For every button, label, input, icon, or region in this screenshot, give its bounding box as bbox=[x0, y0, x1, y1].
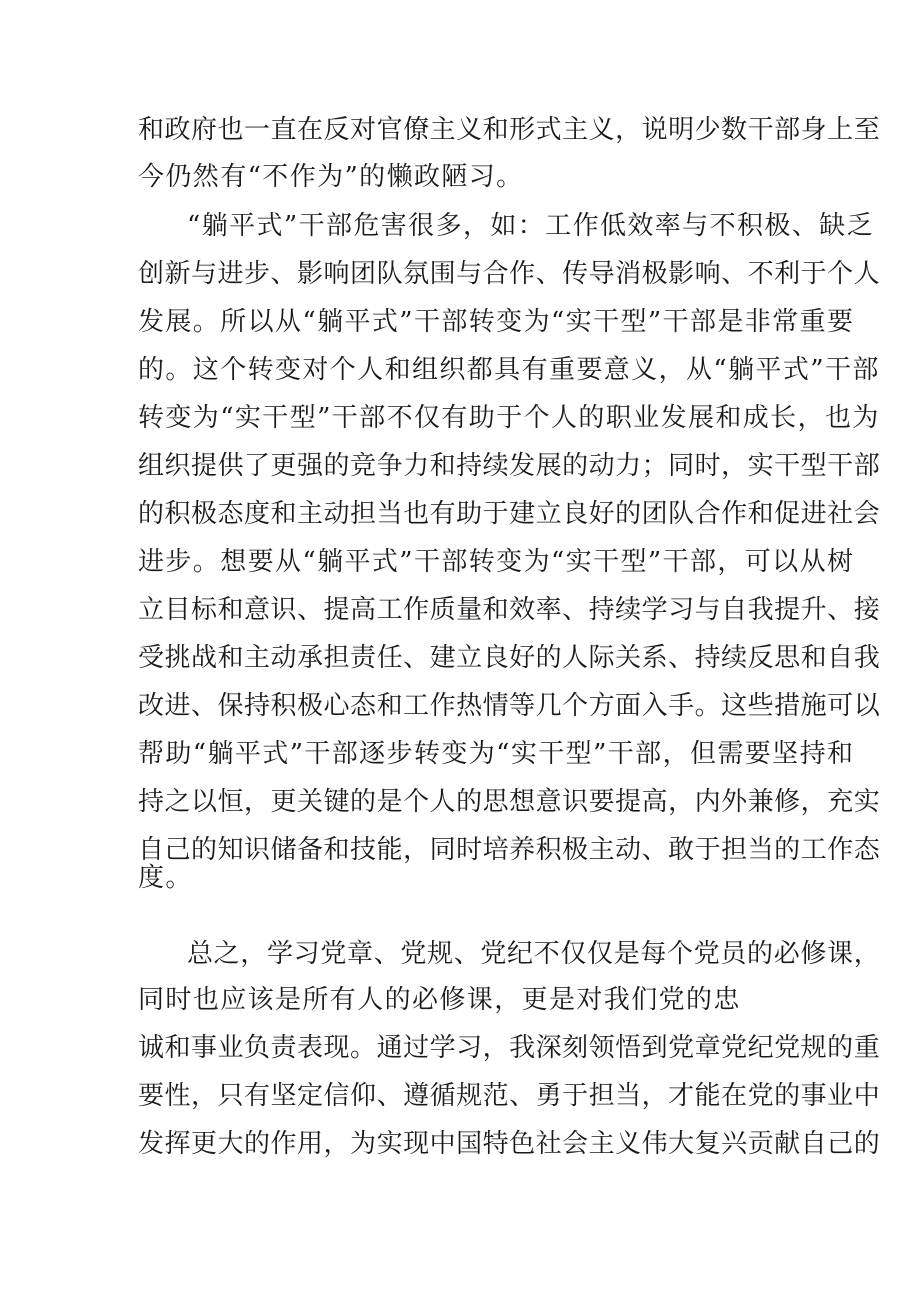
text-line: 的积极态度和主动担当也有助于建立良好的团队合作和促进社会 bbox=[138, 499, 881, 529]
text-line: 转变为“实干型”干部不仅有助于个人的职业发展和成长，也为 bbox=[138, 403, 880, 433]
text-line: 度。 bbox=[138, 863, 193, 893]
text-line: 发展。所以从“躺平式”干部转变为“实干型”干部是非常重要 bbox=[138, 307, 855, 337]
text-line: 持之以恒，更关键的是个人的思想意识要提高，内外兼修，充实 bbox=[138, 787, 881, 817]
text-line: 改进、保持积极心态和工作热情等几个方面入手。这些措施可以 bbox=[138, 691, 881, 721]
text-line: 今仍然有“不作为”的懒政陋习。 bbox=[138, 162, 524, 192]
paragraph-start-line: “躺平式”干部危害很多，如：工作低效率与不积极、缺乏 bbox=[187, 211, 874, 241]
text-line: 要性，只有坚定信仰、遵循规范、勇于担当，才能在党的事业中 bbox=[138, 1081, 881, 1111]
paragraph-start-line: 总之，学习党章、党规、党纪不仅仅是每个党员的必修课， bbox=[187, 939, 881, 969]
text-line: 受挑战和主动承担责任、建立良好的人际关系、持续反思和自我 bbox=[138, 643, 881, 673]
text-line: 自己的知识储备和技能，同时培养积极主动、敢于担当的工作态 bbox=[138, 835, 881, 865]
text-line: 和政府也一直在反对官僚主义和形式主义，说明少数干部身上至 bbox=[138, 115, 881, 145]
text-line: 立目标和意识、提高工作质量和效率、持续学习与自我提升、接 bbox=[138, 595, 881, 625]
text-line: 帮助“躺平式”干部逐步转变为“实干型”干部，但需要坚持和 bbox=[138, 739, 855, 769]
text-line: 组织提供了更强的竞争力和持续发展的动力；同时，实干型干部 bbox=[138, 451, 881, 481]
text-line: 的。这个转变对个人和组织都具有重要意义，从“躺平式”干部 bbox=[138, 355, 880, 385]
text-line: 发挥更大的作用，为实现中国特色社会主义伟大复兴贡献自己的 bbox=[138, 1129, 881, 1159]
text-line: 创新与进步、影响团队氛围与合作、传导消极影响、不利于个人 bbox=[138, 259, 881, 289]
text-line: 进步。想要从“躺平式”干部转变为“实干型”干部，可以从树 bbox=[138, 547, 855, 577]
text-line: 同时也应该是所有人的必修课，更是对我们党的忠 bbox=[138, 985, 741, 1015]
text-line: 诚和事业负责表现。通过学习，我深刻领悟到党章党纪党规的重 bbox=[138, 1033, 881, 1063]
